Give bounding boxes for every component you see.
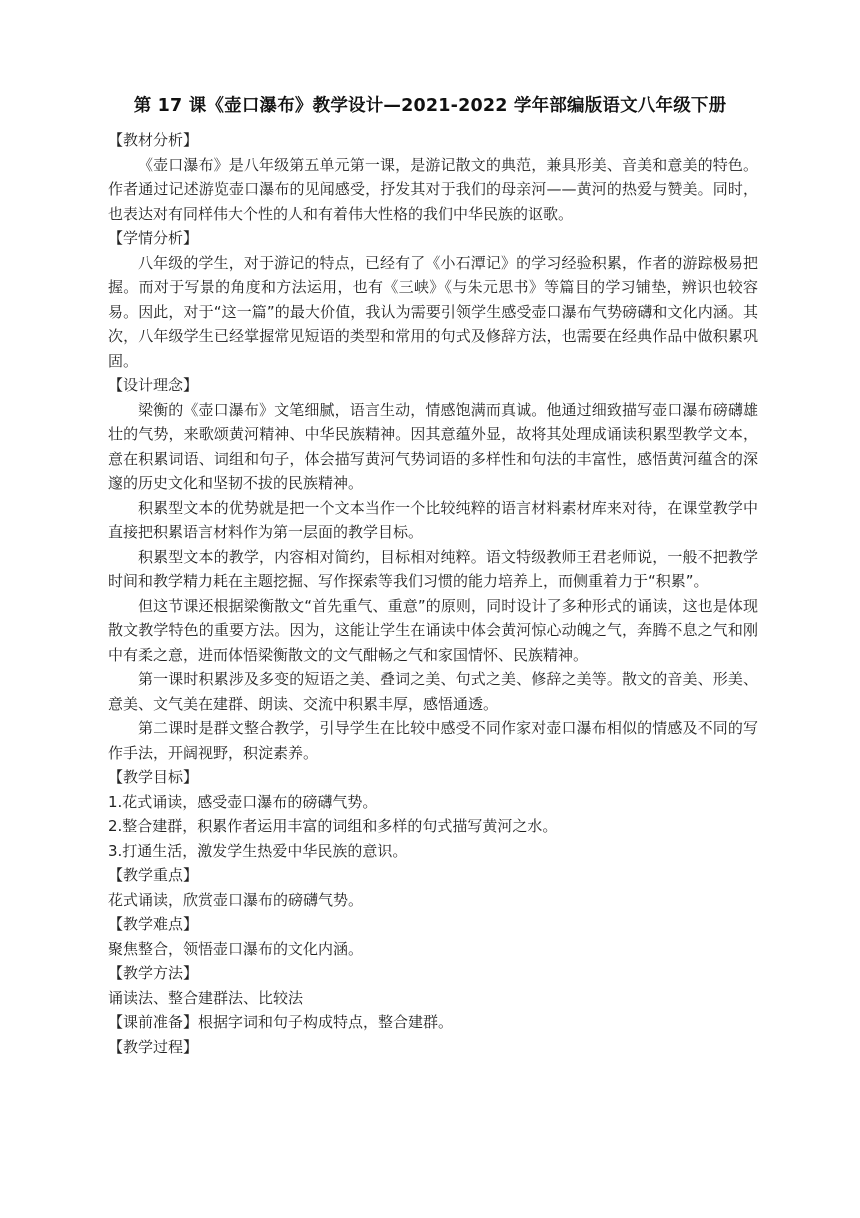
- difficulties-text: 聚焦整合，领悟壶口瀑布的文化内涵。: [108, 939, 364, 958]
- section-heading-student-analysis: 【学情分析】: [108, 229, 199, 247]
- paragraph: 但这节课还根据梁衡散文“首先重气、重意”的原则，同时设计了多种形式的诵读，这也是体现散文教学特色的重要方法。因为，这能让学生在诵读中体会黄河惊心动魄之气，奔腾不息之气和刚中有柔之意，进而体悟梁衡散文的文气酣畅之气和家国情怀、民族精神。: [108, 596, 758, 664]
- section-heading-difficulties: 【教学难点】: [108, 915, 199, 933]
- goal-item: 2.整合建群，积累作者运用丰富的词组和多样的句式描写黄河之水。: [108, 817, 558, 835]
- paragraph: 积累型文本的教学，内容相对简约，目标相对纯粹。语文特级教师王君老师说，一般不把教学时间和教学精力耗在主题挖掘、写作探索等我们习惯的能力培养上，而侧重着力于“积累”。: [108, 547, 758, 590]
- paragraph: 积累型文本的优势就是把一个文本当作一个比较纯粹的语言材料素材库来对待，在课堂教学中直接把积累语言材料作为第一层面的教学目标。: [108, 498, 758, 541]
- key-points-text: 花式诵读，欣赏壶口瀑布的磅礴气势。: [108, 890, 364, 909]
- section-heading-key-points: 【教学重点】: [108, 866, 199, 884]
- methods-text: 诵读法、整合建群法、比较法: [108, 988, 304, 1007]
- section-heading-teaching-goals: 【教学目标】: [108, 768, 199, 786]
- section-heading-teaching-process: 【教学过程】: [108, 1037, 199, 1056]
- document-title: 第 17 课《壶口瀑布》教学设计—2021-2022 学年部编版语文八年级下册: [133, 96, 727, 116]
- paragraph: 梁衡的《壶口瀑布》文笔细腻，语言生动，情感饱满而真诚。他通过细致描写壶口瀑布磅礴雄壮的气势，来歌颂黄河精神、中华民族精神。因其意蕴外显，故将其处理成诵读积累型教学文本，意在积累词语、词组和句子，体会描写黄河气势词语的多样性和句法的丰富性，感悟黄河蕴含的深邃的历史文化和坚韧不拔的民族精神。: [108, 400, 758, 492]
- goal-item: 3.打通生活，激发学生热爱中华民族的意识。: [108, 841, 408, 860]
- paragraph: 第一课时积累涉及多变的短语之美、叠词之美、句式之美、修辞之美等。散文的音美、形美、意美、文气美在建群、朗读、交流中积累丰厚，感悟通透。: [108, 670, 758, 713]
- paragraph: 《壶口瀑布》是八年级第五单元第一课，是游记散文的典范，兼具形美、音美和意美的特色。作者通过记述游览壶口瀑布的见闻感受，抒发其对于我们的母亲河——黄河的热爱与赞美。同时，也表达对有同样伟大个性的人和有着伟大性格的我们中华民族的讴歌。: [108, 155, 758, 223]
- preparation-line: [108, 1010, 758, 1035]
- section-heading-preparation: 【课前准备】: [108, 1013, 199, 1031]
- section-heading-textbook-analysis: 【教材分析】: [108, 131, 199, 149]
- preparation-text: 根据字词和句子构成特点，整合建群。: [198, 1013, 454, 1031]
- section-heading-design-concept: 【设计理念】: [108, 376, 199, 394]
- section-heading-methods: 【教学方法】: [108, 964, 199, 982]
- paragraph: 八年级的学生，对于游记的特点，已经有了《小石潭记》的学习经验积累，作者的游踪极易把握。而对于写景的角度和方法运用，也有《三峡》《与朱元思书》等篇目的学习铺垫，辨识也较容易。因此，对于“这一篇”的最大价值，我认为需要引领学生感受壶口瀑布气势磅礴和文化内涵。其次，八年级学生已经掌握常见短语的类型和常用的句式及修辞方法，也需要在经典作品中做积累巩固。: [108, 253, 758, 370]
- paragraph: 第二课时是群文整合教学，引导学生在比较中感受不同作家对壶口瀑布相似的情感及不同的写作手法，开阔视野，积淀素养。: [108, 719, 758, 762]
- goal-item: 1.花式诵读，感受壶口瀑布的磅礴气势。: [108, 792, 378, 811]
- document-body: [108, 128, 758, 1059]
